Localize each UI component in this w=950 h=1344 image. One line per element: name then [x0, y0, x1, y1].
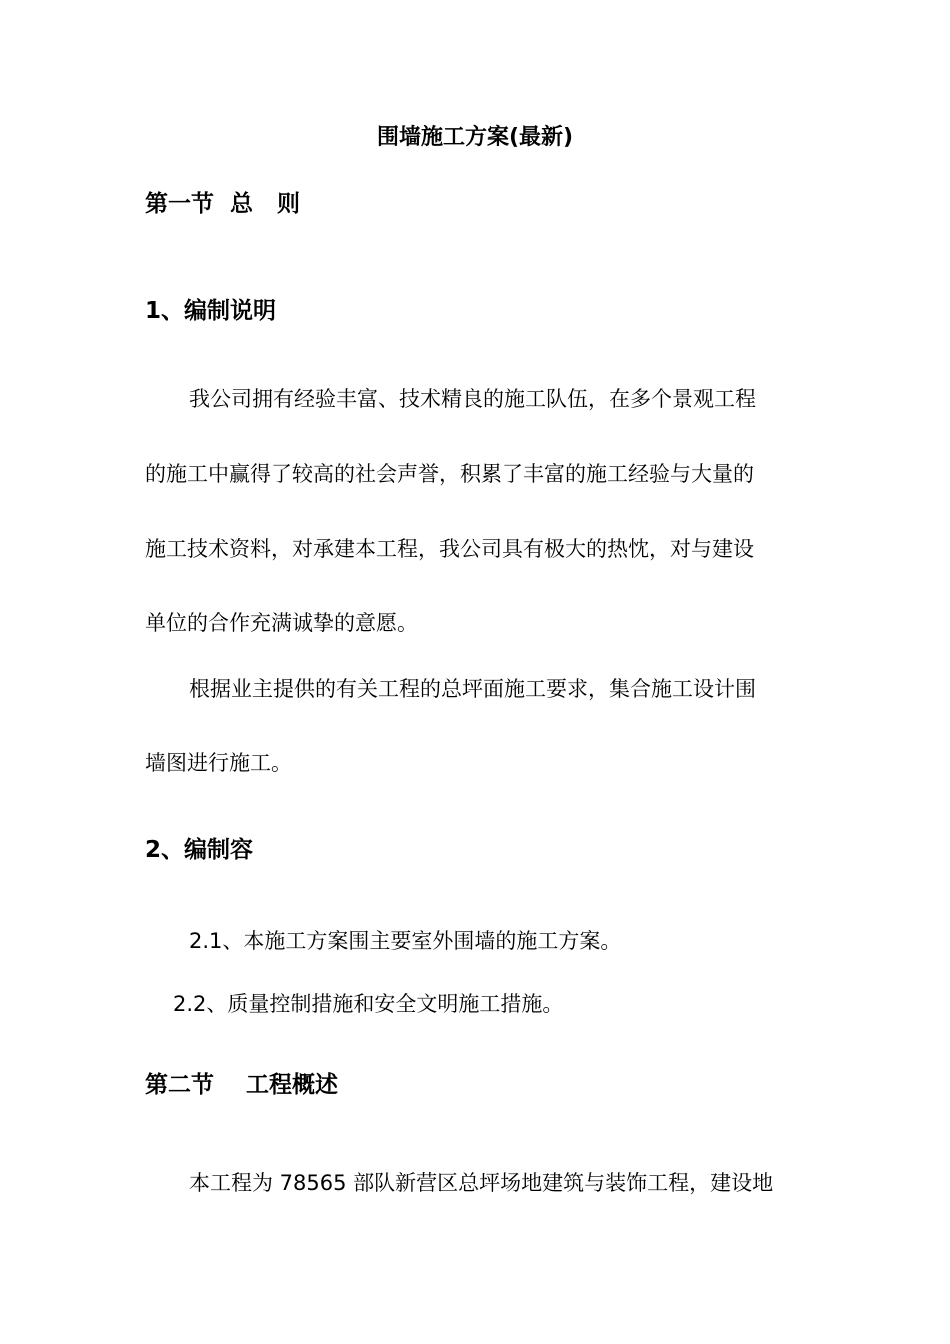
list-item: 2.1、本施工方案围主要室外围墙的施工方案。 — [189, 929, 622, 953]
section-2-heading: 第二节 工程概述 — [145, 1072, 339, 1098]
section-1-heading: 第一节 总 则 — [145, 191, 301, 217]
paragraph-line: 的施工中赢得了较高的社会声誉，积累了丰富的施工经验与大量的 — [145, 462, 754, 486]
paragraph-line: 施工技术资料，对承建本工程，我公司具有极大的热忱，对与建设 — [145, 537, 754, 561]
paragraph-line: 本工程为 78565 部队新营区总坪场地建筑与装饰工程，建设地 — [189, 1171, 774, 1195]
list-item: 2.2、质量控制措施和安全文明施工措施。 — [173, 992, 564, 1016]
paragraph-line: 根据业主提供的有关工程的总坪面施工要求，集合施工设计围 — [189, 677, 756, 701]
document-title: 围墙施工方案(最新) — [376, 125, 574, 150]
subsection-1-heading: 1、编制说明 — [145, 298, 277, 324]
subsection-2-heading: 2、编制容 — [145, 837, 254, 863]
paragraph-line: 我公司拥有经验丰富、技术精良的施工队伍，在多个景观工程 — [189, 387, 756, 411]
paragraph-line: 墙图进行施工。 — [145, 751, 292, 775]
paragraph-line: 单位的合作充满诚挚的意愿。 — [145, 611, 418, 635]
